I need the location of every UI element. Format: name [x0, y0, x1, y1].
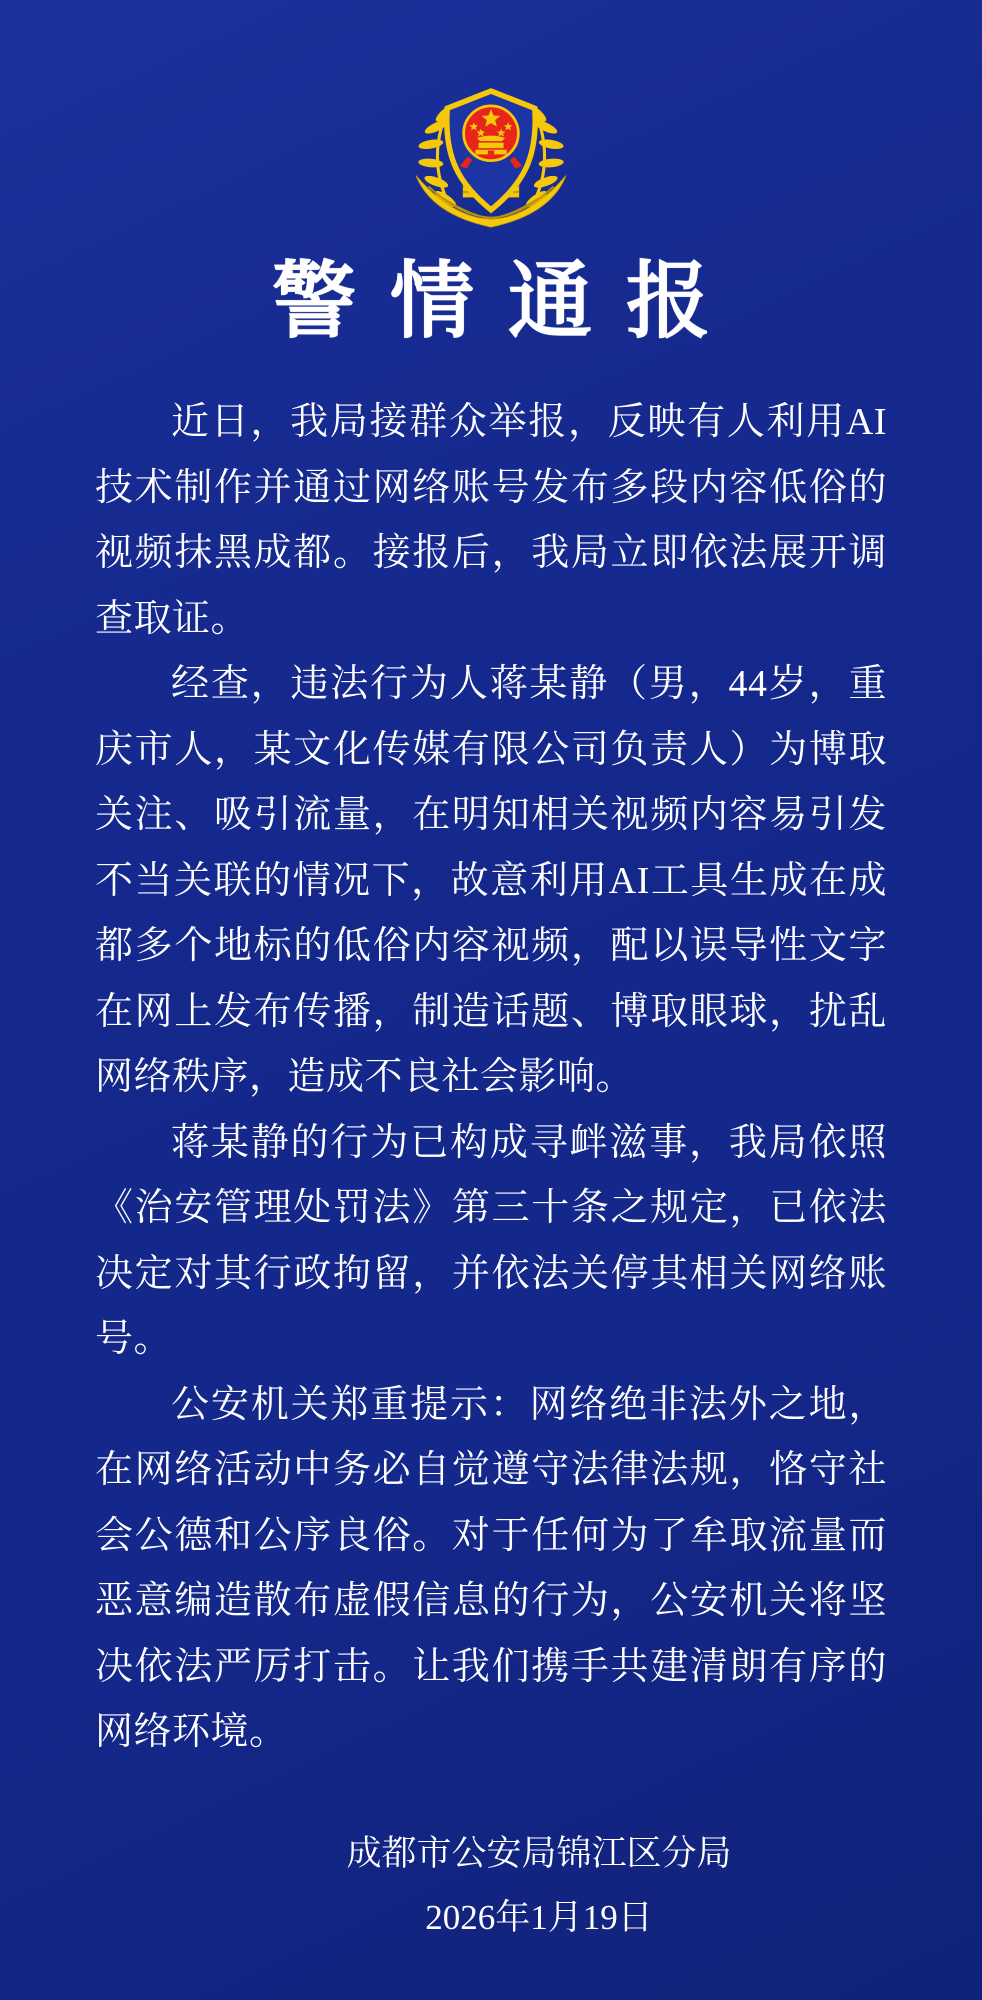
notice-body	[95, 390, 887, 1766]
issuing-authority: 成都市公安局锦江区分局	[346, 1833, 732, 1873]
paragraph-penalty: 蒋某静的行为已构成寻衅滋事，我局依照《治安管理处罚法》第三十条之规定，已依法决定对其行政拘留，并依法关停其相关网络账号。	[95, 1121, 887, 1361]
paragraph-findings: 经查，违法行为人蒋某静（男，44岁，重庆市人，某文化传媒有限公司负责人）为博取关注、吸引流量，在明知相关视频内容易引发不当关联的情况下，故意利用AI工具生成在成都多个地标的低俗内容视频，配以误导性文字在网上发布传播，制造话题、博取眼球，扰乱网络秩序，造成不良社会影响。	[95, 663, 887, 1099]
notice-footer	[48, 1822, 982, 1950]
paragraph-warning: 公安机关郑重提示：网络绝非法外之地，在网络活动中务必自觉遵守法律法规，恪守社会公德和公序良俗。对于任何为了牟取流量而恶意编造散布虚假信息的行为，公安机关将坚决依法严厉打击。让我们携手共建清朗有序的网络环境。	[95, 1383, 887, 1754]
paragraph-report: 近日，我局接群众举报，反映有人利用AI技术制作并通过网络账号发布多段内容低俗的视频抹黑成都。接报后，我局立即依法展开调查取证。	[95, 401, 887, 640]
issue-date: 2026年1月19日	[425, 1897, 653, 1937]
notice-title: 警情通报	[271, 256, 744, 349]
police-badge-icon	[405, 84, 577, 242]
